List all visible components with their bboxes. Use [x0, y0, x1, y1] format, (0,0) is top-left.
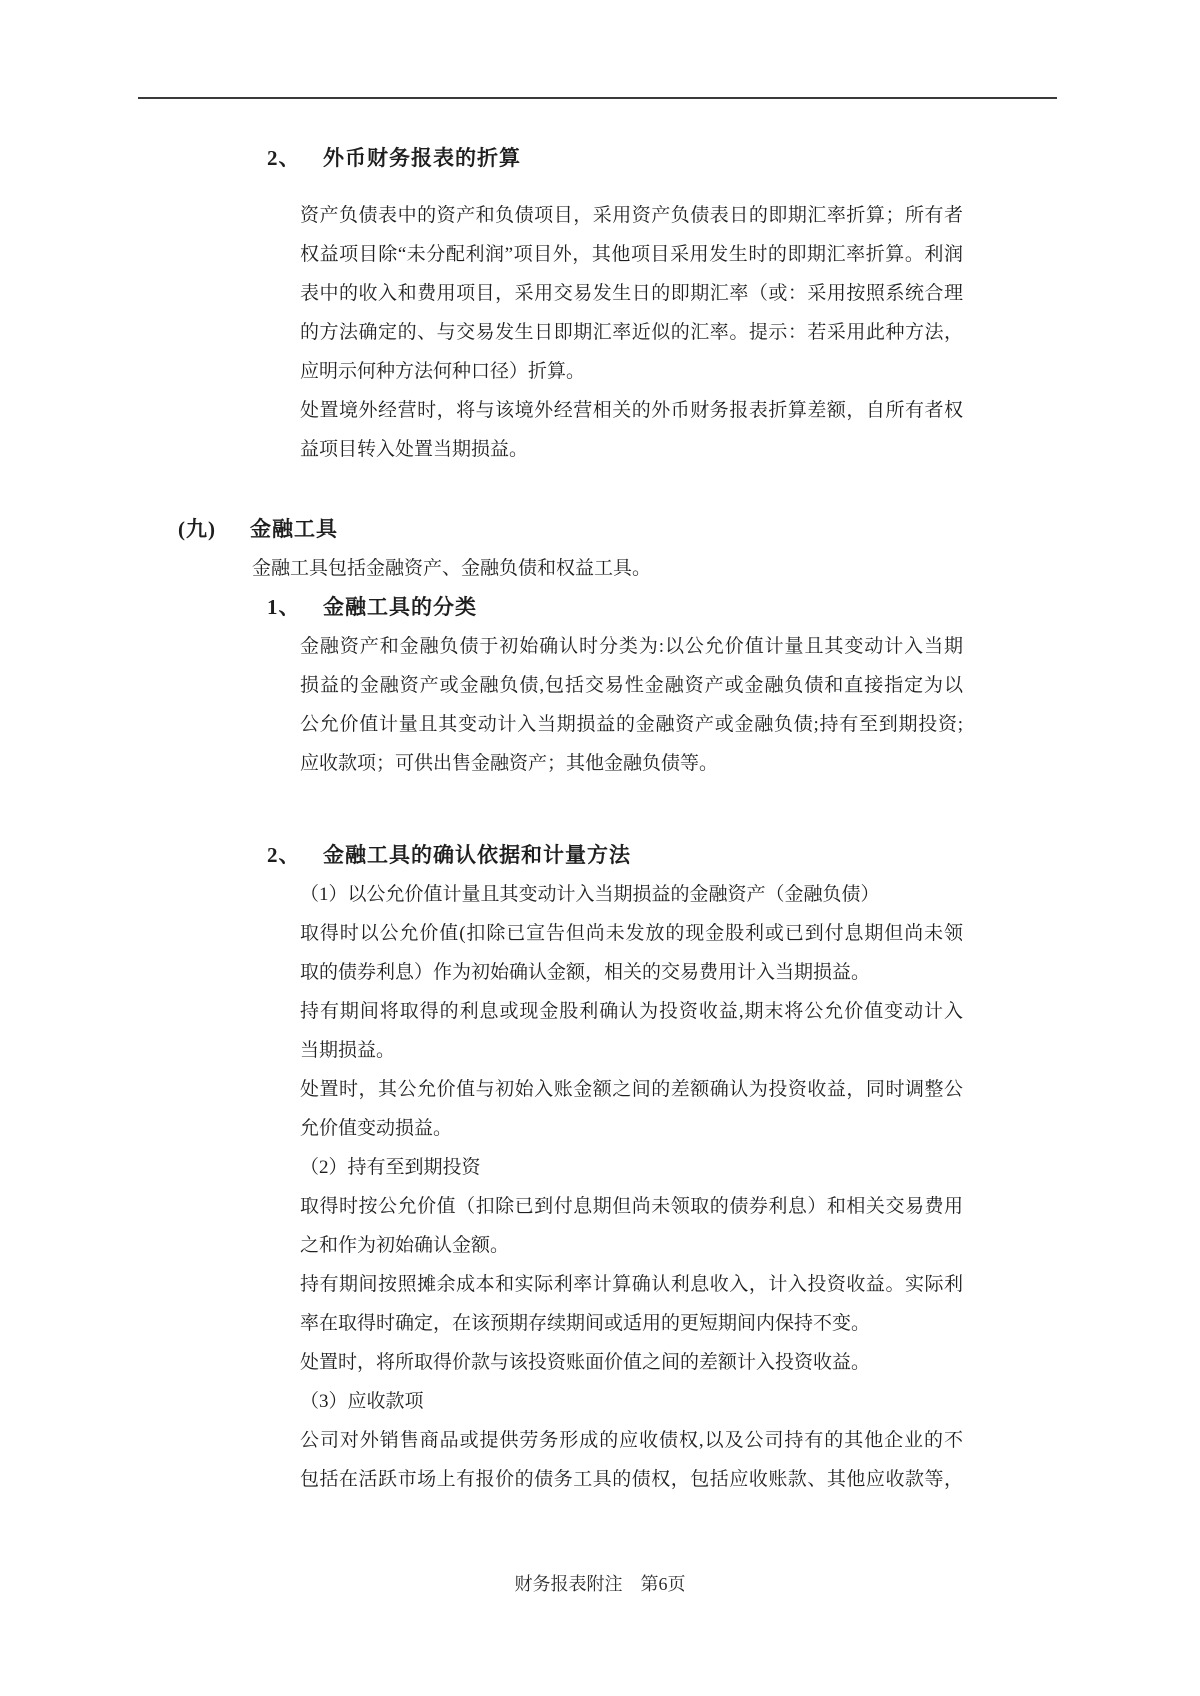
- subsection-heading-measurement: [0, 836, 1200, 875]
- paragraph-line: 资产负债表中的资产和负债项目，采用资产负债表日的即期汇率折算；所有者: [300, 205, 963, 226]
- paragraph-line: 金融资产和金融负债于初始确认时分类为:以公允价值计量且其变动计入当期: [300, 636, 963, 657]
- section-title: 外币财务报表的折算: [323, 146, 521, 170]
- paragraph-line: （2）持有至到期投资: [300, 1157, 481, 1178]
- header-rule: [138, 97, 1057, 99]
- paragraph-line: 取得时以公允价值(扣除已宣告但尚未发放的现金股利或已到付息期但尚未领: [300, 923, 963, 944]
- intro-line: 金融工具包括金融资产、金融负债和权益工具。: [252, 558, 652, 579]
- paragraph-line: 包括在活跃市场上有报价的债务工具的债权，包括应收账款、其他应收款等，: [300, 1469, 963, 1490]
- paragraph-line: 应收款项；可供出售金融资产；其他金融负债等。: [300, 753, 719, 774]
- paragraph-line: 率在取得时确定，在该预期存续期间或适用的更短期间内保持不变。: [300, 1313, 871, 1334]
- paragraph-line: （1）以公允价值计量且其变动计入当期损益的金融资产（金融负债）: [300, 884, 880, 905]
- paragraph-line: 处置境外经营时，将与该境外经营相关的外币财务报表折算差额，自所有者权: [300, 400, 963, 421]
- section-title: 金融工具: [250, 517, 338, 541]
- section-title: 金融工具的确认依据和计量方法: [323, 843, 631, 867]
- paragraph-line: 损益的金融资产或金融负债,包括交易性金融资产或金融负债和直接指定为以: [300, 675, 963, 696]
- paragraph-line: 公允价值计量且其变动计入当期损益的金融资产或金融负债;持有至到期投资;: [300, 714, 963, 735]
- paragraph-line: 处置时，将所取得价款与该投资账面价值之间的差额计入投资收益。: [300, 1352, 871, 1373]
- section-title: 金融工具的分类: [323, 595, 477, 619]
- section-number: 1、: [267, 595, 301, 619]
- paragraph-line: 取得时按公允价值（扣除已到付息期但尚未领取的债券利息）和相关交易费用: [300, 1196, 963, 1217]
- paragraph-line: 益项目转入处置当期损益。: [300, 439, 529, 460]
- paragraph-line: 当期损益。: [300, 1040, 396, 1061]
- paragraph-line: 持有期间按照摊余成本和实际利率计算确认利息收入，计入投资收益。实际利: [300, 1274, 963, 1295]
- paragraph-line: 之和作为初始确认金额。: [300, 1235, 510, 1256]
- paragraph-line: 公司对外销售商品或提供劳务形成的应收债权,以及公司持有的其他企业的不: [300, 1430, 963, 1451]
- paragraph-line: 允价值变动损益。: [300, 1118, 453, 1139]
- subsection-heading-classification: [0, 588, 1200, 627]
- paragraph-line: 取的债券利息）作为初始确认金额，相关的交易费用计入当期损益。: [300, 962, 871, 983]
- section-heading-fx-translation: [0, 139, 1200, 178]
- paragraph-line: 处置时，其公允价值与初始入账金额之间的差额确认为投资收益，同时调整公: [300, 1079, 963, 1100]
- section-number: (九): [178, 517, 216, 541]
- paragraph-line: （3）应收款项: [300, 1391, 424, 1412]
- page-footer: 财务报表附注 第6页: [514, 1574, 686, 1594]
- paragraph-line: 应明示何种方法何种口径）折算。: [300, 361, 586, 382]
- section-number: 2、: [267, 843, 301, 867]
- paragraph-line: 持有期间将取得的利息或现金股利确认为投资收益,期末将公允价值变动计入: [300, 1001, 963, 1022]
- paragraph-line: 表中的收入和费用项目，采用交易发生日的即期汇率（或：采用按照系统合理: [300, 283, 963, 304]
- paragraph-line: 权益项目除“未分配利润”项目外，其他项目采用发生时的即期汇率折算。利润: [300, 244, 963, 265]
- section-heading-financial-instruments: [0, 510, 1200, 549]
- section-number: 2、: [267, 146, 301, 170]
- paragraph-line: 的方法确定的、与交易发生日即期汇率近似的汇率。提示：若采用此种方法，: [300, 322, 963, 343]
